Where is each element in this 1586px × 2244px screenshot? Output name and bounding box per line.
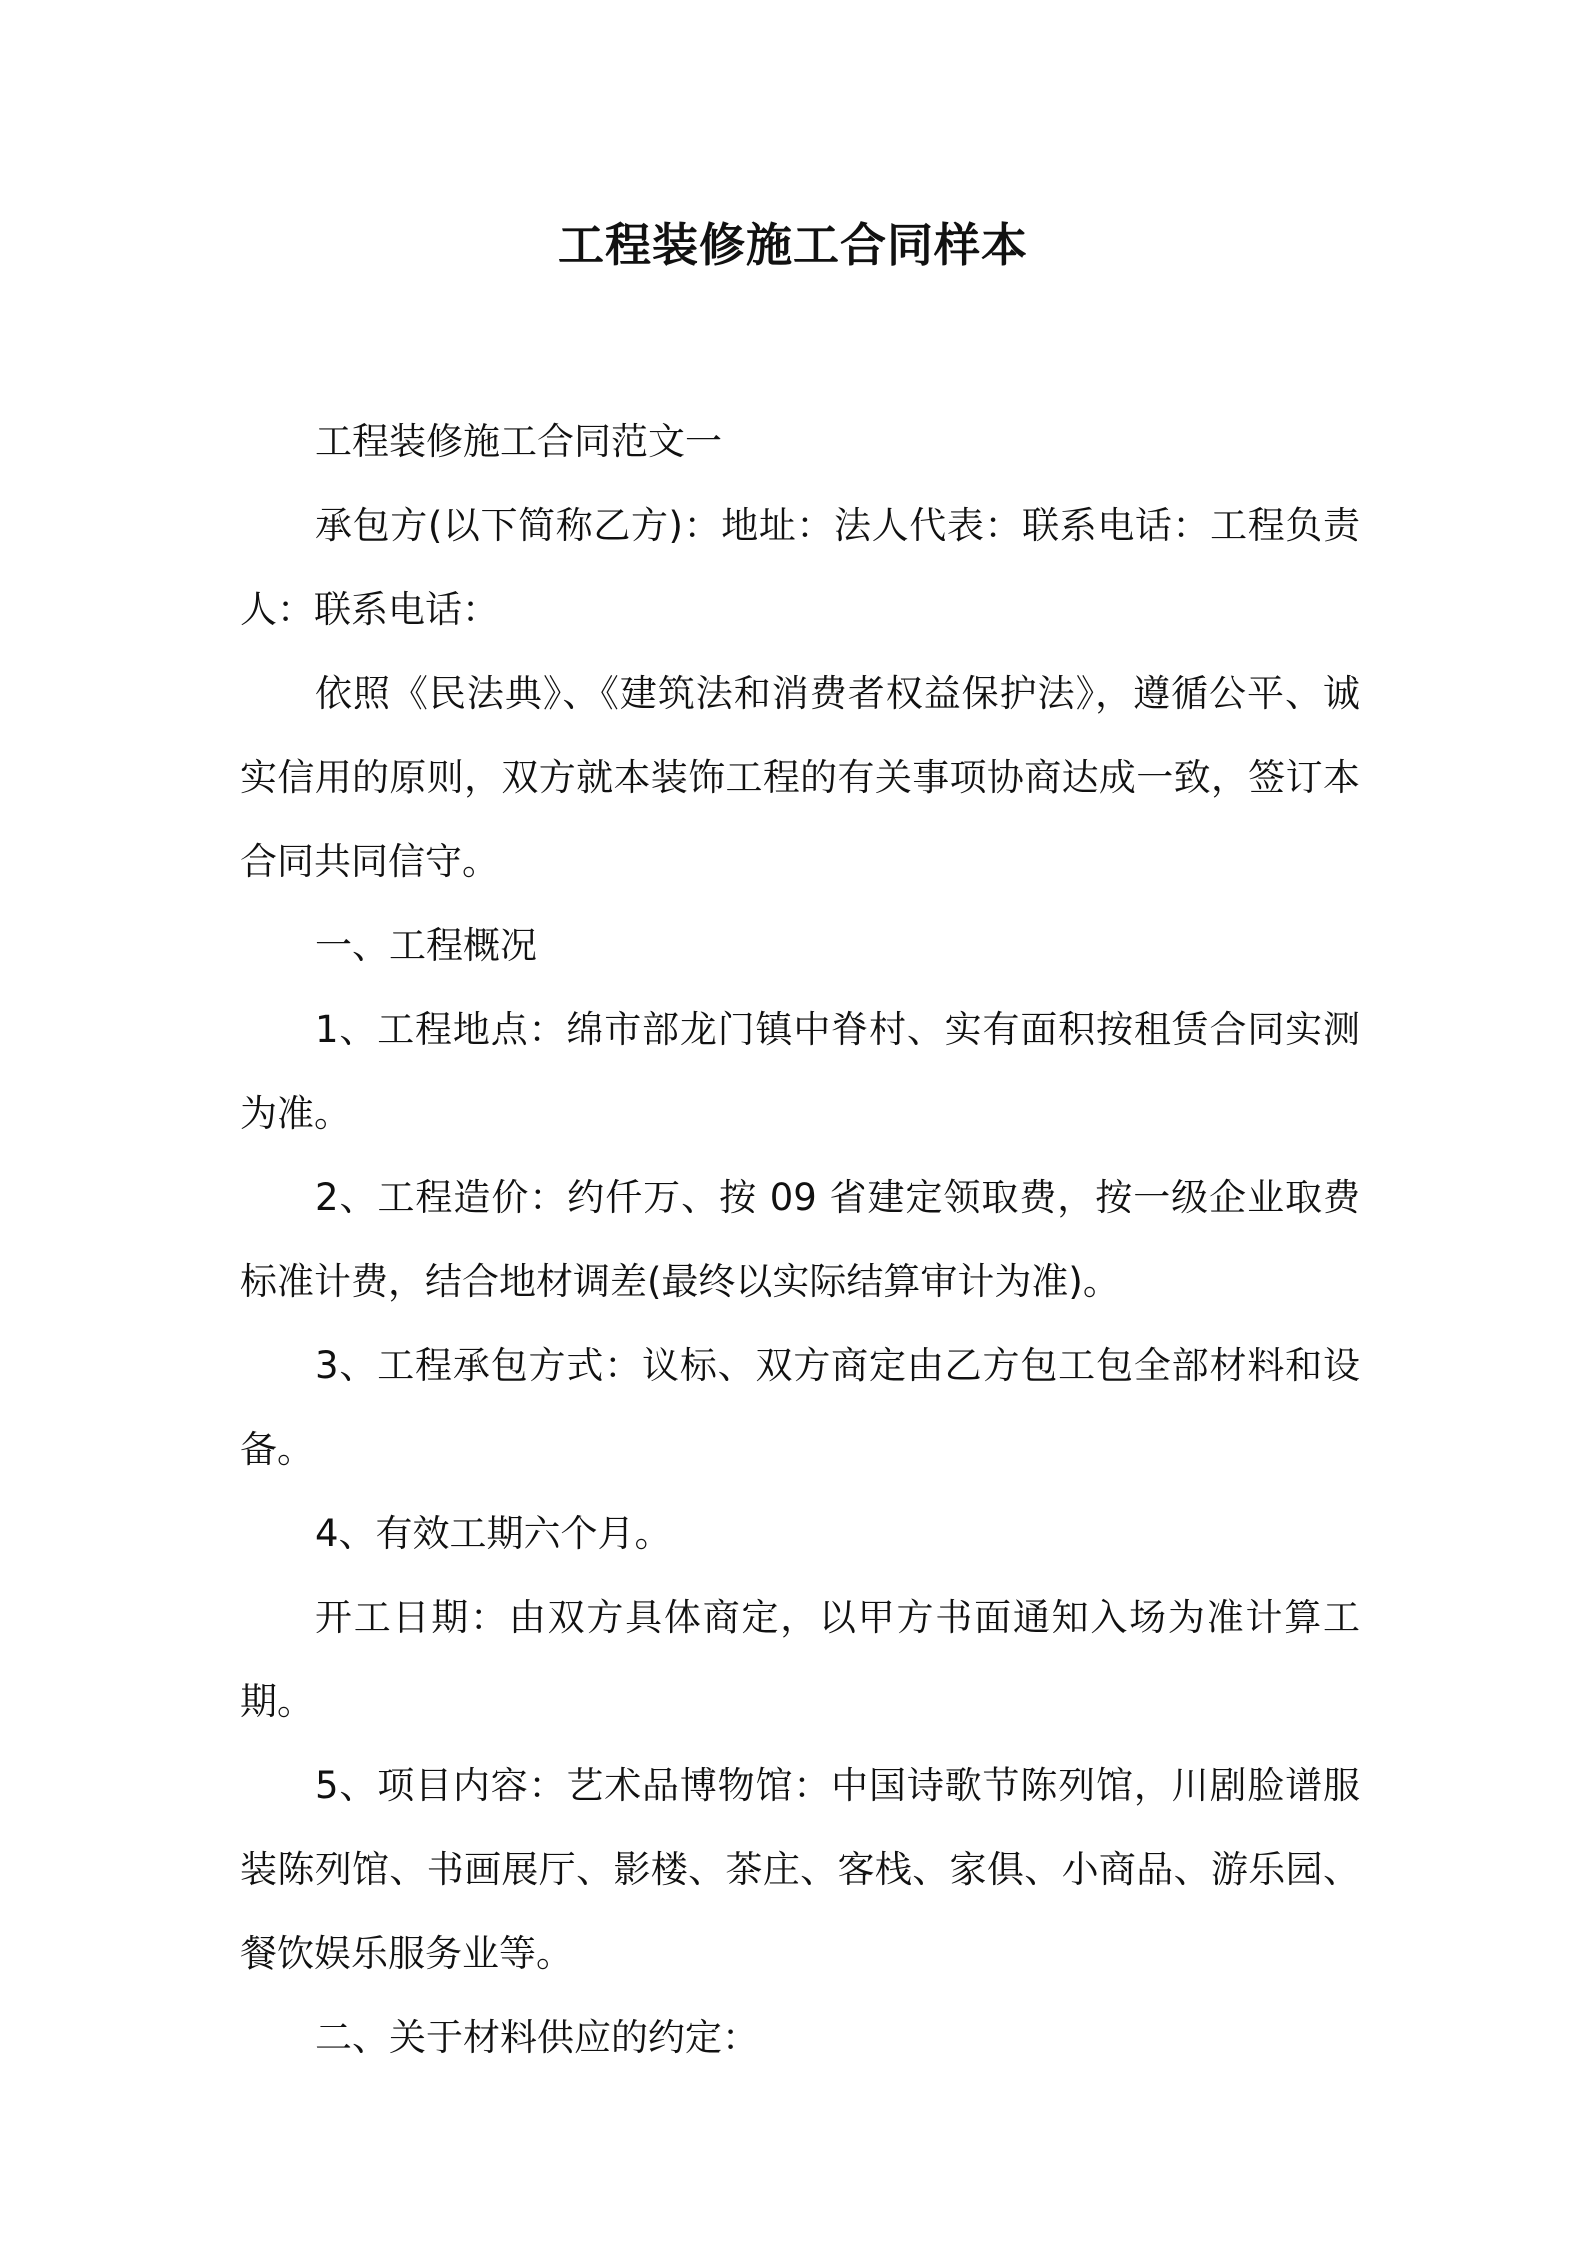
document-title: 工程装修施工合同样本 [558, 218, 1028, 272]
paragraph-contractor-info: 承包方(以下简称乙方)：地址：法人代表：联系电话：工程负责人：联系电话： [240, 504, 1360, 631]
section-heading-materials: 二、关于材料供应的约定： [315, 2016, 759, 2059]
paragraph-project-location: 1、工程地点：绵市部龙门镇中脊村、实有面积按租赁合同实测为准。 [240, 1008, 1360, 1135]
section-heading-overview: 一、工程概况 [315, 924, 537, 967]
paragraph-contract-heading: 工程装修施工合同范文一 [315, 420, 722, 463]
paragraph-legal-basis: 依照《民法典》、《建筑法和消费者权益保护法》，遵循公平、诚实信用的原则，双方就本装饰工程的有关事项协商达成一致，签订本合同共同信守。 [240, 672, 1360, 883]
paragraph-duration: 4、有效工期六个月。 [315, 1512, 672, 1555]
paragraph-contract-method: 3、工程承包方式：议标、双方商定由乙方包工包全部材料和设备。 [240, 1344, 1360, 1471]
paragraph-project-content: 5、项目内容：艺术品博物馆：中国诗歌节陈列馆，川剧脸谱服装陈列馆、书画展厅、影楼、茶庄、客栈、家俱、小商品、游乐园、餐饮娱乐服务业等。 [240, 1764, 1360, 1975]
paragraph-start-date: 开工日期：由双方具体商定，以甲方书面通知入场为准计算工期。 [240, 1596, 1360, 1723]
paragraph-project-cost: 2、工程造价：约仟万、按 09 省建定领取费，按一级企业取费标准计费，结合地材调差(最终以实际结算审计为准)。 [240, 1176, 1360, 1303]
document-body [240, 400, 1360, 2080]
